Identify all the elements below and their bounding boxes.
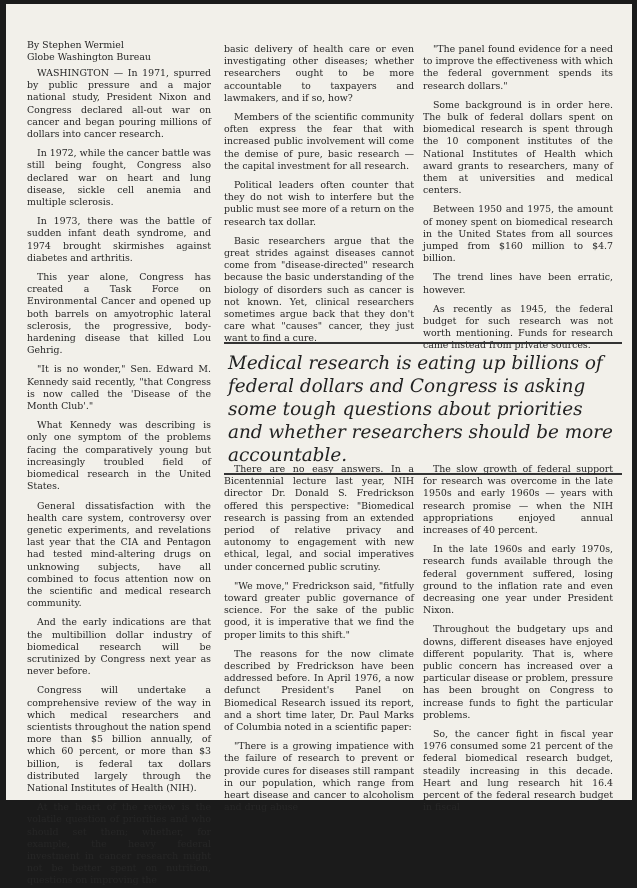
byline (27, 40, 211, 64)
paragraph: In the late 1960s and early 1970s, research funds available through the federal government suffered, losing ground to the inflation rate and even decreasing one year under President Nixon. (423, 544, 613, 617)
column-3-top (423, 44, 613, 352)
paragraph: Political leaders often counter that they do not wish to interfere but the public must see more of a return on the research tax dollar. (224, 180, 414, 228)
paragraph: Some background is in order here. The bulk of federal dollars spent on biomedical research is spent through the 10 component institutes of the National Institutes of Health which award grants to researchers, many of them at universities and medical centers. (423, 99, 613, 197)
paragraph: "It is no wonder," Sen. Edward M. Kennedy said recently, "that Congress is now called the 'Disease of the Month Club'." (27, 364, 211, 413)
paragraph: "There is a growing impatience with the failure of research to prevent or provide cures for diseases still rampant in our population, which range from heart disease and cancer to alcoholism and drug abuse (224, 741, 414, 814)
paragraph: At the heart of the review is the volatile question of priorities and who should set them; whether, for example, the heavy federal investment in cancer research might not be better spent on nutrition, questions on improving the (27, 802, 211, 887)
paragraph: Congress will undertake a comprehensive review of the way in which medical researchers and scientists throughout the nation spend more than $5 billion annually, of which 60 percent, or more than $3 billion, is federal tax dollars distributed largely through the National Institutes of Health (NIH). (27, 685, 212, 794)
newspaper-clipping (6, 4, 632, 887)
paragraph: Members of the scientific community often express the fear that with increased public involvement will come the demise of pure, basic research — the capital investment for all research. (224, 112, 414, 172)
paragraph: Basic researchers argue that the great strides against diseases cannot come from "disease-directed" research because the basic understanding of the biology of disorders such as cancer is not known. Yet, clinical researchers sometimes argue back that they don't care what "causes" cancer, they just want to find a cure. (224, 235, 414, 345)
column-2-bottom (224, 464, 414, 814)
paragraph: "The panel found evidence for a need to improve the effectiveness with which the federal government spends its research dollars." (423, 44, 613, 92)
byline-author: By Stephen Wermiel (27, 40, 124, 51)
paragraph: The reasons for the now climate described by Fredrickson have been addressed before. In April 1976, a now defunct President's Panel on Biomedical Research issued its report, and a short time later, Dr. Paul Marks of Columbia noted in a scientific paper: (224, 648, 414, 734)
paragraph: basic delivery of health care or even investigating other diseases; whether researchers ought to be more accountable to taxpayers and lawmakers, and if so, how? (224, 44, 414, 104)
paragraph: WASHINGTON — In 1971, spurred by public pressure and a major national study, President Nixon and Congress declared all-out war on cancer and began pouring millions of dollars into cancer research. (27, 68, 211, 141)
paragraph: In 1973, there was the battle of sudden infant death syndrome, and 1974 brought skirmishes against diabetes and arthritis. (27, 216, 211, 264)
column-3-bottom (423, 464, 613, 814)
paragraph: As recently as 1945, the federal budget for such research was not worth mentioning. Funds for research came instead from private sources. (423, 303, 613, 352)
paragraph: General dissatisfaction with the health care system, controversy over genetic experiments, and revelations last year that the CIA and Pentagon had tested mind-altering drugs on unknowing subjects, have all combined to focus attention now on the scientific and medical research community. (27, 500, 211, 610)
paragraph: So, the cancer fight in fiscal year 1976 consumed some 21 percent of the federal biomedical research budget, steadily increasing in this decade. Heart and lung research hit 16.4 percent of the federal research budget in fiscal (423, 729, 613, 814)
paragraph: This year alone, Congress has created a Task Force on Environmental Cancer and opened up both barrels on amyotrophic lateral sclerosis, the progressive, body-hardening disease that killed Lou Gehrig. (27, 272, 211, 357)
paragraph: Throughout the budgetary ups and downs, different diseases have enjoyed different popularity. That is, where public concern has increased over a particular disease or problem, pressure has been brought on Congress to increase funds to fight the particular problems. (423, 624, 613, 721)
paragraph: The slow growth of federal support for research was overcome in the late 1950s and early 1960s — years with research promise — when the NIH appropriations enjoyed annual increases of 40 percent. (423, 464, 613, 537)
column-1 (27, 40, 212, 887)
paragraph: Between 1950 and 1975, the amount of money spent on biomedical research in the United States from all sources jumped from $160 million to $4.7 billion. (423, 204, 613, 265)
byline-bureau: Globe Washington Bureau (27, 52, 151, 63)
paragraph: There are no easy answers. In a Bicentennial lecture last year, NIH director Dr. Donald S. Fredrickson offered this perspective: "Biomedical research is passing from an extended period of relative privacy and autonomy to engagement with new ethical, legal, and social imperatives under concerned public scrutiny. (224, 464, 414, 573)
paragraph: The trend lines have been erratic, however. (423, 272, 613, 296)
paragraph: And the early indications are that the multibillion dollar industry of biomedical research will be scrutinized by Congress next year as never before. (27, 617, 211, 678)
paragraph: What Kennedy was describing is only one symptom of the problems facing the comparatively young but increasingly troubled field of biomedical research in the United States. (27, 420, 211, 493)
paragraph: In 1972, while the cancer battle was still being fought, Congress also declared war on heart and lung disease, sickle cell anemia and multiple sclerosis. (27, 148, 211, 209)
paragraph: "We move," Fredrickson said, "fitfully toward greater public governance of science. For the sake of the public good, it is imperative that we find the proper limits to this shift." (224, 580, 414, 641)
pull-quote: Medical research is eating up billions of federal dollars and Congress is asking some tough questions about priorities and whether researchers should be more accountable. (224, 342, 622, 475)
column-2-top (224, 44, 414, 345)
